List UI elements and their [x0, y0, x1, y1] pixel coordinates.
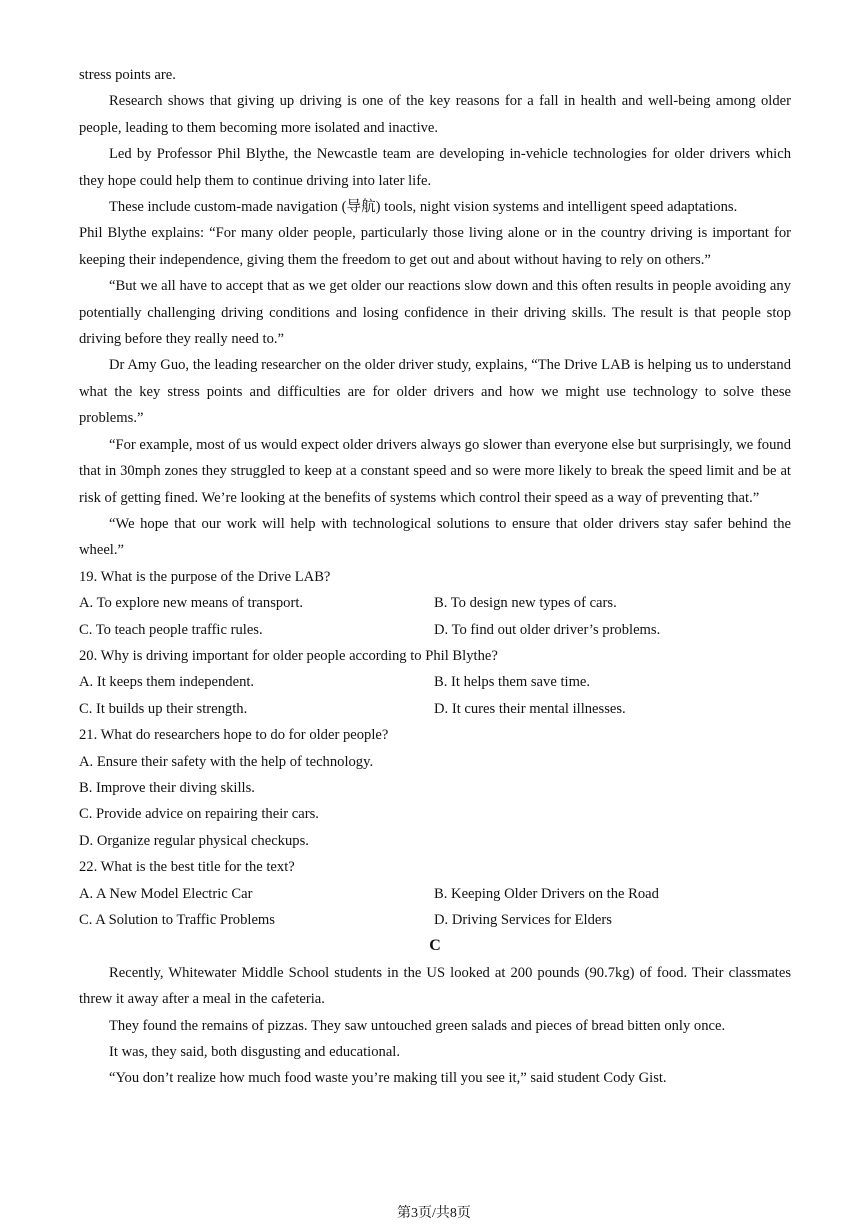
option-row: [79, 617, 791, 643]
option-c: C. To teach people traffic rules.: [79, 621, 263, 638]
option-c: C. It builds up their strength.: [79, 700, 248, 717]
option-b: B. Improve their diving skills.: [79, 779, 255, 796]
paragraph: “We hope that our work will help with technological solutions to ensure that older drivers stay safer behind the wheel.”: [79, 515, 791, 559]
paragraph: Dr Amy Guo, the leading researcher on the older driver study, explains, “The Drive LAB is helping us to understand what the key stress points and difficulties are for older drivers and how we might use technology to solve these problems.”: [79, 357, 791, 427]
option-list: [79, 749, 791, 855]
paragraph: stress points are.: [79, 67, 176, 83]
passage-b: [79, 62, 791, 564]
paragraph: Recently, Whitewater Middle School students in the US looked at 200 pounds (90.7kg) of food. Their classmates threw it away after a meal in the cafeteria.: [79, 964, 791, 1008]
option-c: C. A Solution to Traffic Problems: [79, 912, 275, 928]
paragraph: “You don’t realize how much food waste you’re making till you see it,” said student Cody Gist.: [109, 1070, 667, 1087]
option-row: [79, 907, 791, 933]
option-d: D. Organize regular physical checkups.: [79, 832, 309, 849]
paragraph: Led by Professor Phil Blythe, the Newcastle team are developing in-vehicle technologies for older drivers which they hope could help them to continue driving into later life.: [79, 146, 791, 189]
option-d: D. It cures their mental illnesses.: [434, 700, 626, 717]
section-heading: C: [429, 937, 441, 955]
paragraph: Research shows that giving up driving is one of the key reasons for a fall in health and well-being among older people, leading to them becoming more isolated and inactive.: [79, 93, 791, 136]
option-a: A. Ensure their safety with the help of technology.: [79, 753, 374, 770]
paragraph: They found the remains of pizzas. They saw untouched green salads and pieces of bread bitten only once.: [109, 1017, 726, 1034]
option-row: [79, 696, 791, 722]
paragraph: “But we all have to accept that as we get older our reactions slow down and this often results in people avoiding any potentially challenging driving conditions and losing confidence in their driving skills. The result is that people stop driving before they really need to.”: [79, 278, 791, 348]
option-c: C. Provide advice on repairing their cars.: [79, 806, 319, 823]
option-a: A. To explore new means of transport.: [79, 595, 304, 612]
paragraph: Phil Blythe explains: “For many older people, particularly those living alone or in the country driving is important for keeping their independence, giving them the freedom to get out and about without having to rely on others.”: [79, 225, 791, 268]
option-row: [79, 881, 791, 907]
question-21: [79, 722, 791, 854]
option-d: D. To find out older driver’s problems.: [434, 621, 661, 638]
page-content: [79, 62, 791, 1092]
paragraph: It was, they said, both disgusting and educational.: [109, 1044, 401, 1061]
option-row: [79, 590, 791, 616]
option-a: A. A New Model Electric Car: [79, 885, 253, 902]
page-footer: 第3页/共8页: [397, 1206, 471, 1221]
option-b: B. It helps them save time.: [434, 674, 591, 691]
paragraph: “For example, most of us would expect older drivers always go slower than everyone else but surprisingly, we found that in 30mph zones they struggled to keep at a constant speed and so were more likely to break the speed limit and be at risk of getting fined. We’re looking at the benefits of systems which control their speed as a way of preventing that.”: [79, 436, 791, 506]
option-row: [79, 669, 791, 695]
question-20: [79, 643, 791, 722]
paragraph: These include custom-made navigation (导航) tools, night vision systems and intelligent speed adaptations.: [109, 199, 738, 216]
question-stem: 19. What is the purpose of the Drive LAB?: [79, 568, 331, 585]
question-stem: 21. What do researchers hope to do for older people?: [79, 727, 389, 744]
option-b: B. Keeping Older Drivers on the Road: [434, 885, 659, 902]
option-d: D. Driving Services for Elders: [434, 912, 612, 928]
question-stem: 20. Why is driving important for older people according to Phil Blythe?: [79, 647, 498, 664]
option-b: B. To design new types of cars.: [434, 595, 617, 612]
question-19: [79, 564, 791, 643]
option-a: A. It keeps them independent.: [79, 674, 255, 691]
passage-c: [79, 933, 791, 1091]
question-stem: 22. What is the best title for the text?: [79, 859, 295, 876]
question-22: [79, 854, 791, 933]
